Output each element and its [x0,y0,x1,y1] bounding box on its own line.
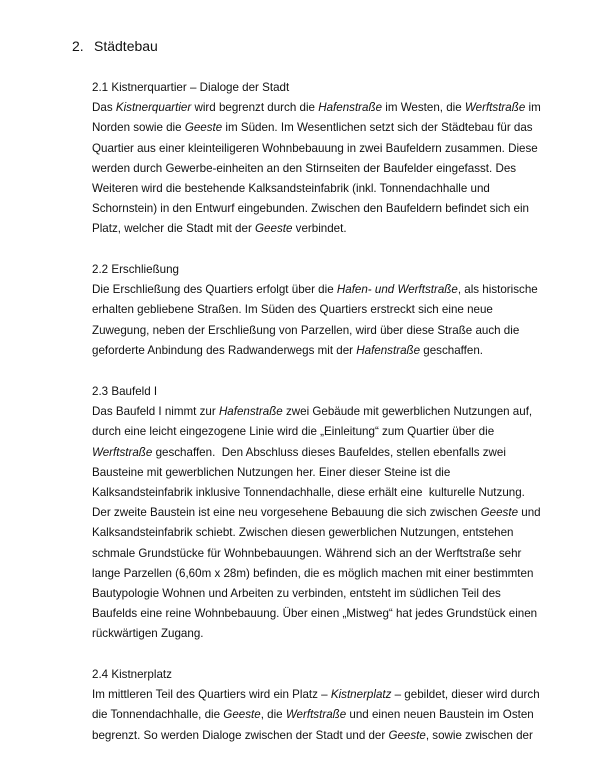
italic-text: Hafenstraße [356,343,421,357]
body-line [92,422,544,442]
body-text: geschaffen. [420,343,484,357]
body-line [92,98,544,118]
section-body [92,280,544,361]
body-text: Im mittleren Teil des Quartiers wird ein Platz – [92,688,331,702]
body-line [92,705,544,725]
section-title: 2.1 Kistnerquartier – Dialoge der Stadt [92,81,290,94]
body-line [92,685,544,705]
chapter-title: Städtebau [94,38,158,54]
body-text: verbindet. [292,222,347,236]
body-line [92,179,544,199]
italic-text: Geeste [223,708,261,722]
body-text: , die [260,708,286,722]
italic-text: Werftstraße [92,445,153,459]
body-line [92,321,544,341]
body-text: Der zweite Baustein ist eine neu vorgesehene Bebauung die sich zwischen [92,506,481,520]
body-text: die Tonnendachhalle, die [92,708,224,722]
body-text: Zuwegung, neben der Erschließung von Parzellen, wird über diese Straße auch die [92,323,520,337]
body-text: Das Baufeld I nimmt zur [92,405,219,419]
section-kistnerquartier [92,78,544,240]
body-text: , sowie zwischen der [425,728,533,742]
body-line [92,604,544,624]
body-line [92,726,544,746]
body-text: Kalksandsteinfabrik schiebt. Zwischen diesen gewerblichen Nutzungen, entstehen [92,526,514,540]
body-text: rückwärtigen Zugang. [92,627,204,641]
body-text: begrenzt. So werden Dialoge zwischen der Stadt und der [92,728,389,742]
body-line [92,402,544,422]
body-line [92,139,544,159]
section-baufeld-1 [92,382,544,645]
italic-text: Hafenstraße [318,101,383,115]
body-line [92,624,544,644]
italic-text: Werftstraße [285,708,347,722]
body-line [92,564,544,584]
section-kistnerplatz [92,665,544,746]
italic-text: Werftstraße [464,101,526,115]
body-text: Die Erschließung des Quartiers erfolgt über die [92,283,337,297]
body-line [92,443,544,463]
body-text: im Westen, die [382,101,465,115]
body-line [92,280,544,300]
section-title: 2.4 Kistnerplatz [92,668,172,681]
body-text: zwei Gebäude mit gewerblichen Nutzungen auf, [282,405,533,419]
section-body [92,402,544,644]
body-text: durch eine leicht eingezogene Linie wird die „Einleitung“ zum Quartier über die [92,425,495,439]
body-text: , als historische [457,283,538,297]
body-line [92,544,544,564]
body-text: – gebildet, dieser wird durch [391,688,540,702]
section-title: 2.3 Baufeld I [92,385,158,398]
body-line [92,523,544,543]
italic-text: Geeste [480,506,519,520]
body-text: Das [92,101,116,115]
chapter-number: 2. [72,38,84,54]
body-text: geforderte Anbindung des Radwanderwegs mit der [92,343,357,357]
body-line [92,483,544,503]
body-text: und [518,506,541,520]
body-text: Kalksandsteinfabrik inklusive Tonnendachhalle, diese erhält eine kulturelle Nutzung. [92,486,525,500]
italic-text: Hafen- und Werftstraße [336,283,458,297]
section-erschliessung [92,260,544,361]
body-text: werden durch Gewerbe-einheiten an den Stirnseiten der Baufelder eingefasst. Des [92,161,517,175]
body-text: und einen neuen Baustein im Osten [346,708,534,722]
body-text: Weiteren wird die bestehende Kalksandsteinfabrik (inkl. Tonnendachhalle und [92,182,490,196]
section-body [92,98,544,239]
section-body [92,685,544,746]
body-line [92,159,544,179]
body-line [92,341,544,361]
body-text: im Süden. Im Wesentlichen setzt sich der Städtebau für das [222,121,533,135]
body-text: lange Parzellen (6,60m x 28m) befinden, die es möglich machen mit einer bestimmten [92,566,534,580]
body-text: erhalten gebliebene Straßen. Im Süden des Quartiers erstreckt sich eine neue [92,303,493,317]
body-line [92,199,544,219]
italic-text: Hafenstraße [218,405,283,419]
body-line [92,503,544,523]
italic-text: Kistnerquartier [115,101,192,115]
body-line [92,463,544,483]
section-title: 2.2 Erschließung [92,263,179,276]
body-text: schmale Grundstücke für Wohnbebauungen. Während sich an der Werftstraße sehr [92,546,522,560]
body-text: Platz, welcher die Stadt mit der [92,222,256,236]
body-text: Quartier aus einer kleinteiligeren Wohnbebauung in zwei Baufeldern zusammen. Diese [92,141,538,155]
italic-text: Geeste [388,728,426,742]
body-text: Bautypologie Wohnen und Arbeiten zu verbinden, entsteht im südlichen Teil des [92,587,501,601]
italic-text: Kistnerplatz [330,688,392,702]
body-line [92,300,544,320]
body-text: Baufelds eine reine Wohnbebauung. Über einen „Mistweg“ hat jedes Grundstück einen [92,607,538,621]
body-text: Norden sowie die [92,121,185,135]
body-text: wird begrenzt durch die [191,101,319,115]
body-text: Bausteine mit gewerblichen Nutzungen her. Einer dieser Steine ist die [92,465,451,479]
body-line [92,584,544,604]
body-text: im [525,101,541,115]
chapter-heading [72,38,158,54]
body-text: geschaffen. Den Abschluss dieses Baufeldes, stellen ebenfalls zwei [152,445,506,459]
italic-text: Geeste [184,121,223,135]
body-line [92,118,544,138]
italic-text: Geeste [255,222,293,236]
body-line [92,219,544,239]
body-text: Schornstein) in den Entwurf eingebunden. Zwischen den Baufeldern befindet sich ein [92,202,529,216]
